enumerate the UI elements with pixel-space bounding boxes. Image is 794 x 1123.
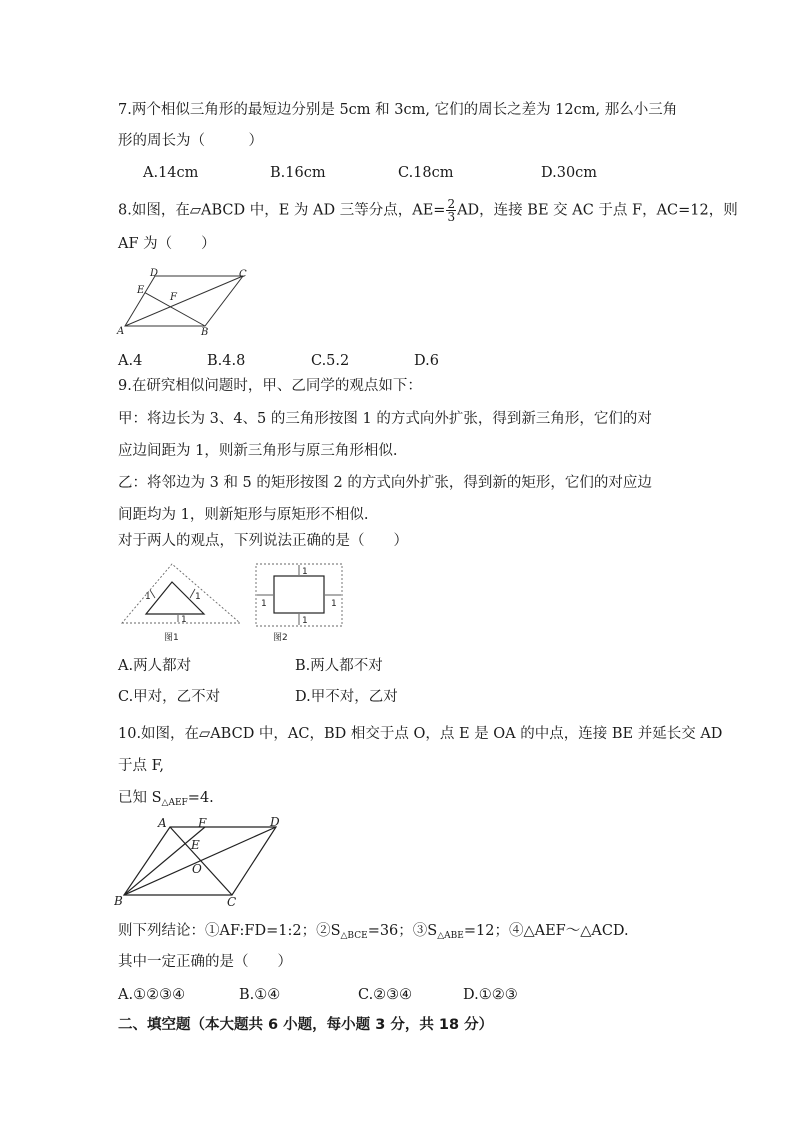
q10-line3-pre: 已知 S bbox=[118, 790, 162, 806]
q7-line2: 形的周长为（ ） bbox=[118, 133, 263, 149]
q9-fig1-gap-left bbox=[150, 590, 155, 598]
q7-option-c: C.18cm bbox=[398, 165, 454, 181]
q7-option-b: B.16cm bbox=[270, 165, 326, 181]
q10-label-d: D bbox=[270, 815, 280, 829]
q8-label-f: F bbox=[170, 292, 177, 303]
q9-line1: 9.在研究相似问题时，甲、乙同学的观点如下： bbox=[118, 378, 422, 394]
q9-line3: 应边间距为 1，则新三角形与原三角形相似. bbox=[118, 443, 398, 459]
q9-option-b: B.两人都不对 bbox=[295, 658, 383, 674]
q8-option-b: B.4.8 bbox=[207, 353, 246, 369]
q10-label-f: F bbox=[198, 816, 207, 830]
q8-option-a: A.4 bbox=[118, 353, 143, 369]
q8-text-post: AD，连接 BE 交 AC 于点 F，AC=12，则 bbox=[457, 202, 738, 219]
q8-option-d: D.6 bbox=[414, 353, 439, 369]
q7-option-d: D.30cm bbox=[541, 165, 598, 181]
q10-option-a: A.①②③④ bbox=[118, 987, 186, 1003]
q8-label-e: E bbox=[137, 285, 145, 296]
q9-line2: 甲：将边长为 3、4、5 的三角形按图 1 的方式向外扩张，得到新三角形，它们的对 bbox=[118, 411, 652, 427]
q9-option-c: C.甲对，乙不对 bbox=[118, 689, 221, 705]
q8-label-c: C bbox=[239, 269, 247, 280]
q10-label-c: C bbox=[227, 895, 237, 907]
q9-figure-1 bbox=[118, 561, 246, 646]
q9-fig2-inner-rect bbox=[274, 576, 324, 613]
q10-label-o: O bbox=[192, 862, 202, 876]
q10-option-c: C.②③④ bbox=[358, 987, 413, 1003]
q9-fig2-distance-top: 1 bbox=[302, 567, 308, 577]
q8-option-c: C.5.2 bbox=[311, 353, 350, 369]
q8-fraction bbox=[446, 198, 456, 223]
q8-frac-den: 3 bbox=[447, 210, 456, 224]
q8-label-d: D bbox=[150, 268, 159, 279]
q10-c-mid2: =12；④△AEF～△ACD. bbox=[463, 923, 629, 939]
q8-diagonal-ac bbox=[125, 276, 243, 326]
q10-label-b: B bbox=[114, 894, 123, 907]
section2-title: 二、填空题（本大题共 6 小题，每小题 3 分，共 18 分） bbox=[118, 1017, 494, 1033]
q9-fig2-distance-right: 1 bbox=[331, 599, 337, 609]
q8-line2: AF 为（ ） bbox=[118, 236, 216, 252]
q9-fig1-distance-bottom: 1 bbox=[181, 615, 187, 625]
q9-fig2-distance-left: 1 bbox=[261, 599, 267, 609]
q9-fig2-caption: 图2 bbox=[273, 633, 288, 643]
q9-fig1-distance-right: 1 bbox=[195, 592, 201, 602]
q9-fig1-caption: 图1 bbox=[164, 633, 179, 643]
q9-line5: 间距均为 1，则新矩形与原矩形不相似. bbox=[118, 507, 369, 523]
q9-line6: 对于两人的观点，下列说法正确的是（ ） bbox=[118, 533, 408, 549]
q9-fig2-distance-bottom: 1 bbox=[302, 616, 308, 626]
q9-option-d: D.甲不对，乙对 bbox=[295, 689, 398, 705]
q10-line3-sub: △AEF bbox=[161, 798, 188, 808]
q10-line3 bbox=[118, 788, 214, 813]
q10-label-e: E bbox=[191, 838, 200, 852]
q9-line4: 乙：将邻边为 3 和 5 的矩形按图 2 的方式向外扩张，得到新的矩形，它们的对应边 bbox=[118, 475, 652, 491]
q10-line3-post: =4. bbox=[187, 790, 214, 806]
q9-fig1-distance-left: 1 bbox=[145, 592, 151, 602]
q8-line1 bbox=[118, 198, 738, 223]
q10-c-sub1: △BCE bbox=[340, 931, 368, 941]
q10-option-b: B.①④ bbox=[239, 987, 281, 1003]
q10-line5: 其中一定正确的是（ ） bbox=[118, 954, 292, 970]
q10-c-sub2: △ABE bbox=[437, 931, 464, 941]
q10-line2: 于点 F, bbox=[118, 758, 165, 774]
q10-line1: 10.如图，在▱ABCD 中，AC，BD 相交于点 O，点 E 是 OA 的中点，连接 BE 并延长交 AD bbox=[118, 726, 723, 742]
q10-option-d: D.①②③ bbox=[463, 987, 518, 1003]
q10-c-mid1: =36；③S bbox=[367, 923, 438, 939]
q8-text-pre: 8.如图，在▱ABCD 中，E 为 AD 三等分点，AE= bbox=[118, 202, 446, 219]
q8-frac-num: 2 bbox=[447, 197, 456, 211]
q8-label-b: B bbox=[201, 327, 209, 338]
q9-option-a: A.两人都对 bbox=[118, 658, 192, 674]
q10-c-pre: 则下列结论：①AF:FD=1:2；②S bbox=[118, 923, 341, 939]
q7-line1: 7.两个相似三角形的最短边分别是 5cm 和 3cm, 它们的周长之差为 12cm, 那么小三角 bbox=[118, 102, 678, 118]
q8-parallelogram-figure bbox=[115, 266, 255, 338]
q10-label-a: A bbox=[158, 816, 167, 830]
q10-parallelogram-figure bbox=[114, 815, 294, 907]
q9-figure-2 bbox=[253, 561, 345, 646]
q8-label-a: A bbox=[117, 326, 125, 337]
q10-conclusions bbox=[118, 921, 629, 946]
q7-option-a: A.14cm bbox=[143, 165, 199, 181]
